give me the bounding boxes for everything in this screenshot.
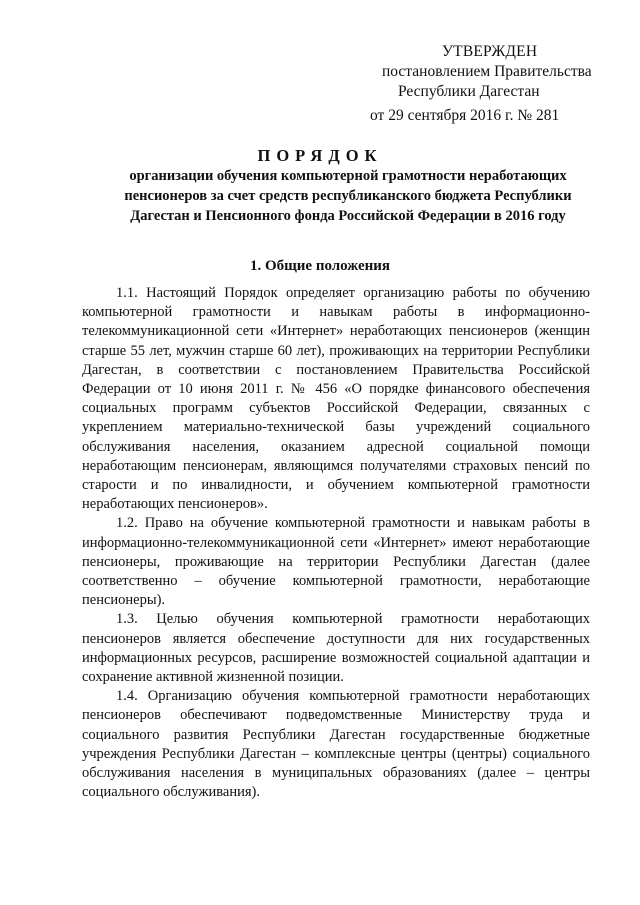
approval-line-republic: Республики Дагестан [398, 83, 540, 100]
paragraph-1-2: 1.2. Право на обучение компьютерной грамотности и навыкам работы в информационно-телекоммуникационной сети «Интернет» имеют неработающие пенсионеры, проживающие на территории Республики Дагестан (далее соответственно – обучение компьютерной грамотности, неработающие пенсионеры). [82, 515, 590, 609]
approval-title: УТВЕРЖДЕН [442, 43, 538, 60]
approval-line-date: от 29 сентября 2016 г. № 281 [370, 107, 560, 124]
approval-line-resolution: постановлением Правительства [382, 63, 592, 80]
paragraph-1-4: 1.4. Организацию обучения компьютерной грамотности неработающих пенсионеров обеспечивают подведомственные Министерству труда и социального развития Республики Дагестан государственные бюджетные учреждения Республики Дагестан – комплексные центры (центры) социального обслуживания населения в муниципальных образованиях (далее – центры социального обслуживания). [82, 688, 590, 801]
paragraph-1-1: 1.1. Настоящий Порядок определяет организацию работы по обучению компьютерной грамотности и навыкам работы в информационно-телекоммуникационной сети «Интернет» неработающих пенсионеров (женщин старше 55 лет, мужчин старше 60 лет), проживающих на территории Республики Дагестан, в соответствии с постановлением Правительства Российской Федерации от 10 июня 2011 г. № 456 «О порядке финансового обеспечения социальных программ субъектов Российской Федерации, связанных с укреплением материально-технической базы учреждений социального обслуживания населения, оказанием адресной социальной помощи неработающим пенсионерам, являющимся получателями страховых пенсий по старости и по инвалидности, и обучением компьютерной грамотности неработающих пенсионеров». [82, 285, 590, 513]
section-heading: 1. Общие положения [249, 258, 391, 274]
paragraph-1-3: 1.3. Целью обучения компьютерной грамотности неработающих пенсионеров является обеспечение доступности для них государственных информационных ресурсов, расширение возможностей социальной адаптации и сохранение активной жизненной позиции. [82, 611, 590, 686]
approval-stamp [370, 42, 610, 126]
document-subtitle: организации обучения компьютерной грамотности неработающих пенсионеров за счет средств республиканского бюджета Республики Дагестан и Пенсионного фонда Российской Федерации в 2016 году [124, 168, 572, 224]
section-body [82, 284, 590, 802]
document-title: ПОРЯДОК [257, 146, 383, 165]
